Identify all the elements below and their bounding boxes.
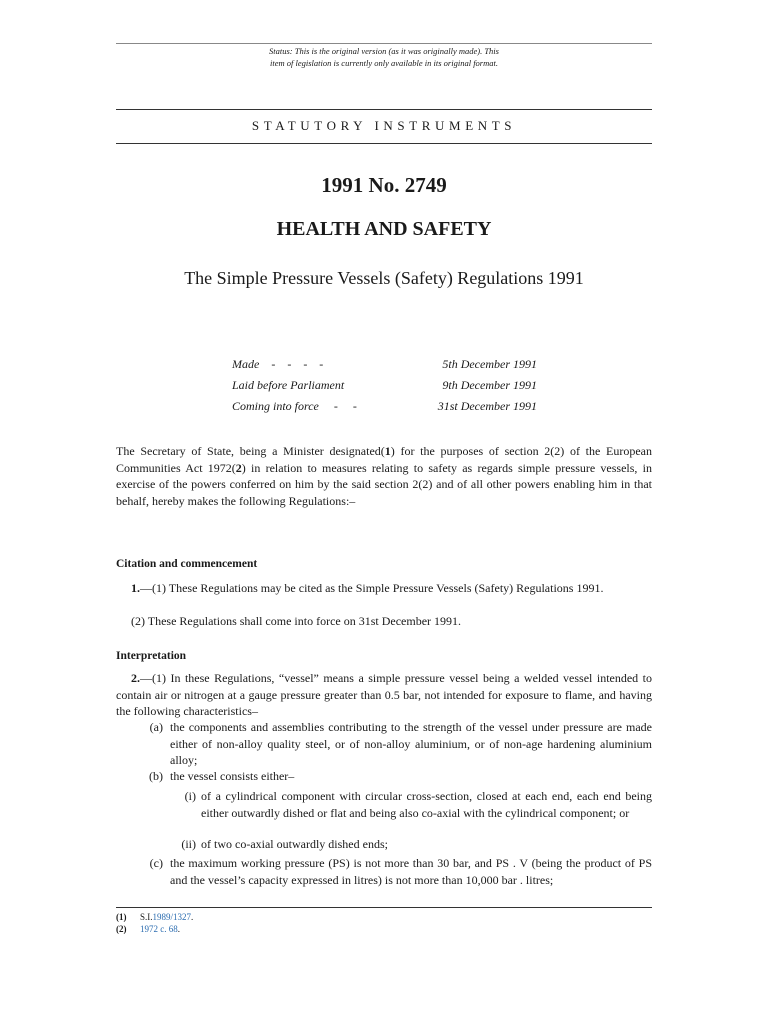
section-number: 1. xyxy=(131,581,140,595)
footnote-2 xyxy=(116,923,180,935)
footnote-ref[interactable]: 2 xyxy=(235,460,242,475)
item-text: the vessel consists either– xyxy=(170,769,295,783)
preamble-text: ) for the purposes of section 2(2) of the European Communities Act 1972( xyxy=(116,444,652,475)
status-line: Status: This is the original version (as it was originally made). This xyxy=(269,46,499,56)
item-label: (b) xyxy=(149,769,163,783)
date-row-laid xyxy=(232,377,537,398)
footnote-link[interactable]: 1989/1327 xyxy=(152,912,192,922)
list-item-a xyxy=(116,719,652,769)
date-label: Laid before Parliament xyxy=(232,378,345,392)
footnote-ref[interactable]: 1 xyxy=(384,444,391,458)
date-row-in-force xyxy=(232,398,537,419)
footnote-suffix: . xyxy=(177,924,180,934)
footnote-label: (2) xyxy=(116,924,127,934)
series-label: STATUTORY INSTRUMENTS xyxy=(251,118,517,133)
paragraph-text: —(1) These Regulations may be cited as the Simple Pressure Vessels (Safety) Regulations 1991. xyxy=(140,581,604,595)
date-value: 5th December 1991 xyxy=(442,357,537,371)
item-text: the maximum working pressure (PS) is not more than 30 bar, and PS . V (being the product of PS and the vessel’s capacity expressed in litres) is not more than 10,000 bar . litres; xyxy=(170,856,652,887)
si-number: 1991 No. 2749 xyxy=(321,173,447,197)
section-heading: Interpretation xyxy=(116,650,187,662)
section-number: 2. xyxy=(131,671,140,685)
item-text: of two co-axial outwardly dished ends; xyxy=(201,837,388,851)
item-text: the components and assemblies contributing to the strength of the vessel under pressure are made either of non-alloy quality steel, or of non-alloy aluminium, or of non-age hardening aluminium alloy; xyxy=(170,720,652,767)
paragraph xyxy=(116,580,652,597)
list-item-c xyxy=(116,855,652,888)
preamble xyxy=(116,443,652,509)
preamble-text: The Secretary of State, being a Minister designated( xyxy=(116,444,385,458)
list-item-ii xyxy=(116,836,652,853)
list-item-i xyxy=(116,788,652,821)
date-value: 31st December 1991 xyxy=(437,399,537,413)
paragraph xyxy=(116,670,652,720)
item-label: (i) xyxy=(184,789,196,803)
status-notice xyxy=(116,43,652,69)
regulation-title: The Simple Pressure Vessels (Safety) Regulations 1991 xyxy=(184,268,584,288)
paragraph-text: —(1) In these Regulations, “vessel” means a simple pressure vessel being a welded vessel intended to contain air or nitrogen at a gauge pressure greater than 0.5 bar, not intended for exposure to flame, and having the following characteristics– xyxy=(116,671,652,718)
status-line: item of legislation is currently only available in its original format. xyxy=(270,58,498,68)
date-row-made xyxy=(232,356,537,377)
preamble-text: ) in relation to measures relating to safety as regards simple pressure vessels, in exercise of the powers conferred on him by the said section 2(2) and of all other powers enabling him in that behalf, hereby makes the following Regulations:– xyxy=(116,460,652,508)
paragraph: (2) These Regulations shall come into force on 31st December 1991. xyxy=(131,614,462,628)
dates-table xyxy=(232,356,537,419)
divider xyxy=(116,143,652,144)
footnote-1 xyxy=(116,911,193,923)
item-label: (a) xyxy=(149,720,163,734)
footnote-divider xyxy=(116,907,652,908)
date-label: Made - - - - xyxy=(232,357,324,371)
divider xyxy=(116,109,652,110)
item-label: (c) xyxy=(149,856,163,870)
section-heading: Citation and commencement xyxy=(116,558,258,570)
subject-heading: HEALTH AND SAFETY xyxy=(276,218,492,240)
list-item-b xyxy=(116,768,652,785)
footnote-prefix: S.I. xyxy=(140,912,153,922)
date-label: Coming into force - - xyxy=(232,399,357,413)
footnote-label: (1) xyxy=(116,912,127,922)
date-value: 9th December 1991 xyxy=(442,378,537,392)
item-label: (ii) xyxy=(181,837,196,851)
footnote-link[interactable]: 1972 c. 68 xyxy=(140,924,178,934)
footnote-suffix: . xyxy=(191,912,194,922)
item-text: of a cylindrical component with circular cross-section, closed at each end, each end being either outwardly dished or flat and being also co-axial with the cylindrical component; or xyxy=(201,789,652,820)
